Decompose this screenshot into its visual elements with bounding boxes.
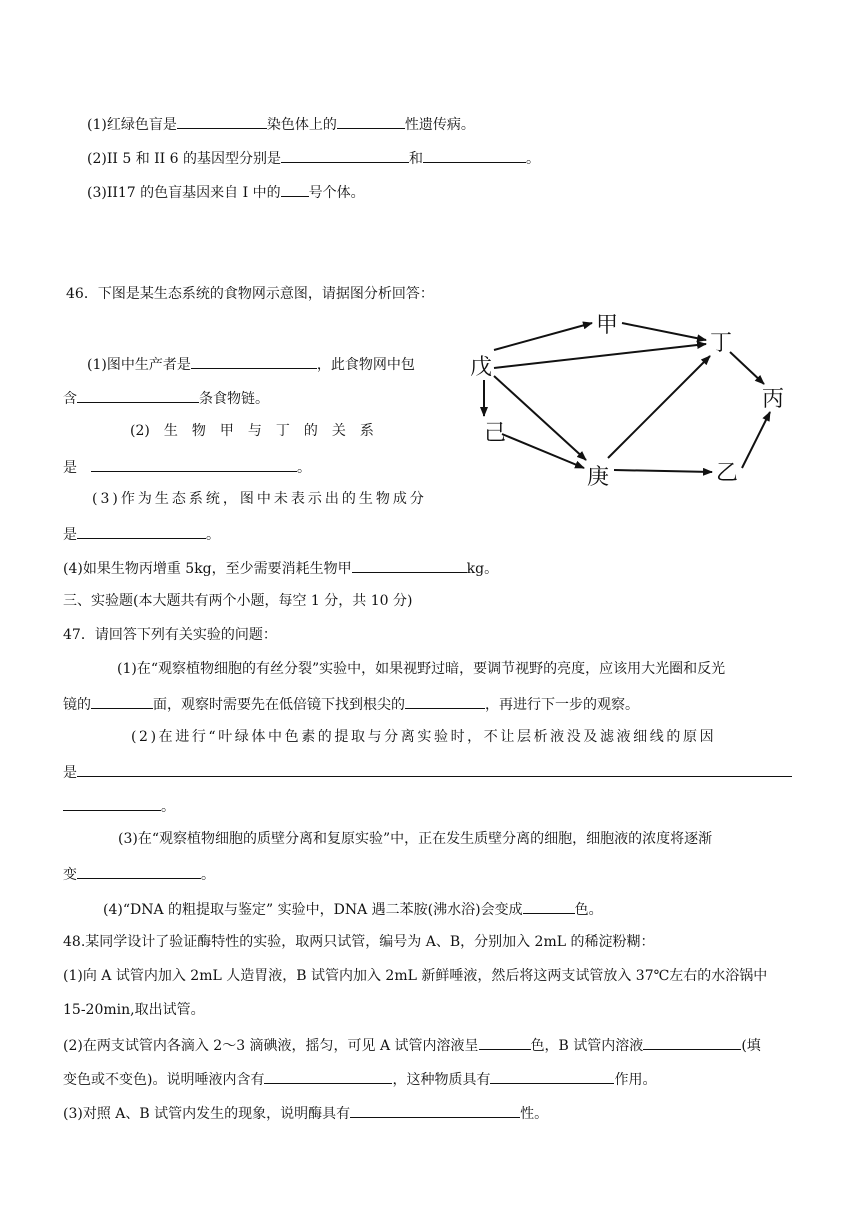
q46-2-text-c: 是 xyxy=(63,460,77,476)
q47-line-1: (1)在“观察植物细胞的有丝分裂”实验中，如果视野过暗，要调节视野的亮度，应该用大光圈和反光 xyxy=(117,661,726,677)
q47-2-text-c: 。 xyxy=(161,799,175,815)
q45-1-text-c: 性遗传病。 xyxy=(404,117,475,133)
node-bing: 丙 xyxy=(762,387,785,412)
q47-4-text-b: 色。 xyxy=(574,902,603,918)
answer-blank[interactable] xyxy=(337,113,405,129)
q47-4-text-a: (4)“DNA 的粗提取与鉴定” 实验中，DNA 遇二苯胺(沸水浴)会变成 xyxy=(103,902,523,918)
q48-2-text-c: (填 xyxy=(741,1038,761,1054)
arrow-wu-to-ding xyxy=(494,344,706,368)
q48-2-text-d: 变色或不变色)。说明唾液内含有 xyxy=(63,1072,265,1088)
answer-blank[interactable] xyxy=(490,1068,614,1084)
q46-line-3: (3)作为生态系统，图中未表示出的生物成分 xyxy=(92,491,427,507)
q48-2-text-b: 色，B 试管内溶液 xyxy=(530,1038,644,1054)
answer-blank[interactable] xyxy=(281,181,309,197)
q46-4-text-b: kg。 xyxy=(466,561,499,577)
answer-blank[interactable] xyxy=(77,387,199,403)
q45-2-text-c: 。 xyxy=(526,151,541,167)
answer-blank[interactable] xyxy=(523,898,575,914)
q46-line-3-cont xyxy=(63,523,220,545)
arrow-ding-to-bing xyxy=(730,352,764,384)
node-ji: 己 xyxy=(484,421,507,446)
food-web-diagram xyxy=(462,308,788,496)
q47-line-2-cont2 xyxy=(63,795,175,817)
q47-title: 47．请回答下列有关实验的问题： xyxy=(63,627,277,643)
arrow-jia-to-ding xyxy=(622,323,706,340)
answer-blank[interactable] xyxy=(191,353,317,369)
q46-line-2-cont xyxy=(63,456,311,478)
q45-3-text-a: (3)II17 的色盲基因来自 I 中的 xyxy=(87,185,281,201)
answer-blank[interactable] xyxy=(281,147,409,163)
q47-line-3-cont xyxy=(63,863,215,885)
q45-2-text-b: 和 xyxy=(409,151,424,167)
q45-1-text-a: (1)红绿色盲是 xyxy=(87,117,177,133)
q48-line-1: (1)向 A 试管内加入 2mL 人造胃液，B 试管内加入 2mL 新鲜唾液，然后将这两支试管放入 37℃左右的水浴锅中 xyxy=(63,968,768,984)
q45-3-text-b: 号个体。 xyxy=(308,185,365,201)
q45-line-1 xyxy=(87,113,475,135)
q47-2-text-b: 是 xyxy=(63,765,77,781)
answer-blank[interactable] xyxy=(423,147,526,163)
q46-1-text-c: 含 xyxy=(63,391,77,407)
q46-line-4 xyxy=(63,557,498,579)
answer-blank[interactable] xyxy=(91,693,153,709)
q47-line-2: (2)在进行“叶绿体中色素的提取与分离实验时，不让层析液没及滤液细线的原因 xyxy=(131,729,717,745)
answer-blank[interactable] xyxy=(77,863,201,879)
q46-2-text-d: 。 xyxy=(297,460,311,476)
q45-2-text-a: (2)II 5 和 II 6 的基因型分别是 xyxy=(87,151,282,167)
node-ding: 丁 xyxy=(710,331,733,356)
q46-1-text-d: 条食物链。 xyxy=(199,391,269,407)
q46-2-text-b: 生物甲与丁的关系 xyxy=(163,423,388,439)
q48-line-2 xyxy=(63,1034,761,1056)
node-yi: 乙 xyxy=(716,461,739,486)
q48-line-1-cont: 15-20min,取出试管。 xyxy=(63,1002,205,1018)
q47-line-4 xyxy=(103,898,603,920)
q48-3-text-a: (3)对照 A、B 试管内发生的现象，说明酶具有 xyxy=(63,1106,351,1122)
node-wu: 戊 xyxy=(470,355,493,380)
answer-blank[interactable] xyxy=(77,523,206,539)
answer-blank[interactable] xyxy=(479,1034,531,1050)
answer-blank[interactable] xyxy=(352,557,467,573)
arrow-geng-to-yi xyxy=(614,470,712,472)
q48-3-text-b: 性。 xyxy=(520,1106,549,1122)
answer-blank[interactable] xyxy=(77,761,792,777)
q48-line-2-cont xyxy=(63,1068,656,1090)
q48-2-text-e: ，这种物质具有 xyxy=(392,1072,491,1088)
answer-blank[interactable] xyxy=(350,1102,520,1118)
q46-line-1-cont xyxy=(63,387,269,409)
q46-3-text-c: 。 xyxy=(206,527,220,543)
q48-2-text-a: (2)在两支试管内各滴入 2～3 滴碘液，摇匀，可见 A 试管内溶液呈 xyxy=(63,1038,479,1054)
arrow-wu-to-jia xyxy=(494,323,592,350)
arrow-ji-to-geng xyxy=(502,434,584,468)
answer-blank[interactable] xyxy=(264,1068,392,1084)
q46-line-2 xyxy=(130,421,388,441)
q45-line-2 xyxy=(87,147,540,169)
q47-3-text-c: 。 xyxy=(201,867,215,883)
q48-line-3 xyxy=(63,1102,548,1124)
q47-line-1-cont xyxy=(63,693,639,715)
q47-1-text-b: 镜的 xyxy=(63,697,91,713)
q46-title: 46．下图是某生态系统的食物网示意图，请据图分析回答： xyxy=(66,286,434,302)
answer-blank[interactable] xyxy=(91,456,297,472)
q46-4-text-a: (4)如果生物丙增重 5kg，至少需要消耗生物甲 xyxy=(63,561,352,577)
arrow-geng-to-ding xyxy=(608,356,710,458)
section-3-heading: 三、实验题(本大题共有两个小题，每空 1 分，共 10 分) xyxy=(63,593,413,609)
q48-2-text-f: 作用。 xyxy=(614,1072,657,1088)
q47-line-2-cont xyxy=(63,761,792,783)
q46-3-text-b: 是 xyxy=(63,527,77,543)
q45-1-text-b: 染色体上的 xyxy=(266,117,337,133)
q45-line-3 xyxy=(87,181,365,203)
answer-blank[interactable] xyxy=(63,795,161,811)
q47-1-text-c: 面，观察时需要先在低倍镜下找到根尖的 xyxy=(153,697,405,713)
q47-1-text-d: ，再进行下一步的观察。 xyxy=(485,697,639,713)
arrow-wu-to-geng xyxy=(494,376,586,460)
q48-title: 48.某同学设计了验证酶特性的实验，取两只试管，编号为 A、B，分别加入 2mL 的稀淀粉糊： xyxy=(63,934,655,950)
answer-blank[interactable] xyxy=(177,113,267,129)
answer-blank[interactable] xyxy=(643,1034,741,1050)
node-jia: 甲 xyxy=(596,313,619,338)
q47-3-text-b: 变 xyxy=(63,867,77,883)
q46-2-text-a: (2) xyxy=(130,423,150,439)
answer-blank[interactable] xyxy=(405,693,485,709)
q47-line-3: (3)在“观察植物细胞的质壁分离和复原实验”中，正在发生质壁分离的细胞，细胞液的浓度将逐渐 xyxy=(118,831,713,847)
q46-line-1 xyxy=(87,353,415,375)
q46-1-text-b: ，此食物网中包 xyxy=(316,357,415,373)
q46-1-text-a: (1)图中生产者是 xyxy=(87,357,191,373)
node-geng: 庚 xyxy=(587,465,610,490)
arrow-yi-to-bing xyxy=(742,412,770,468)
